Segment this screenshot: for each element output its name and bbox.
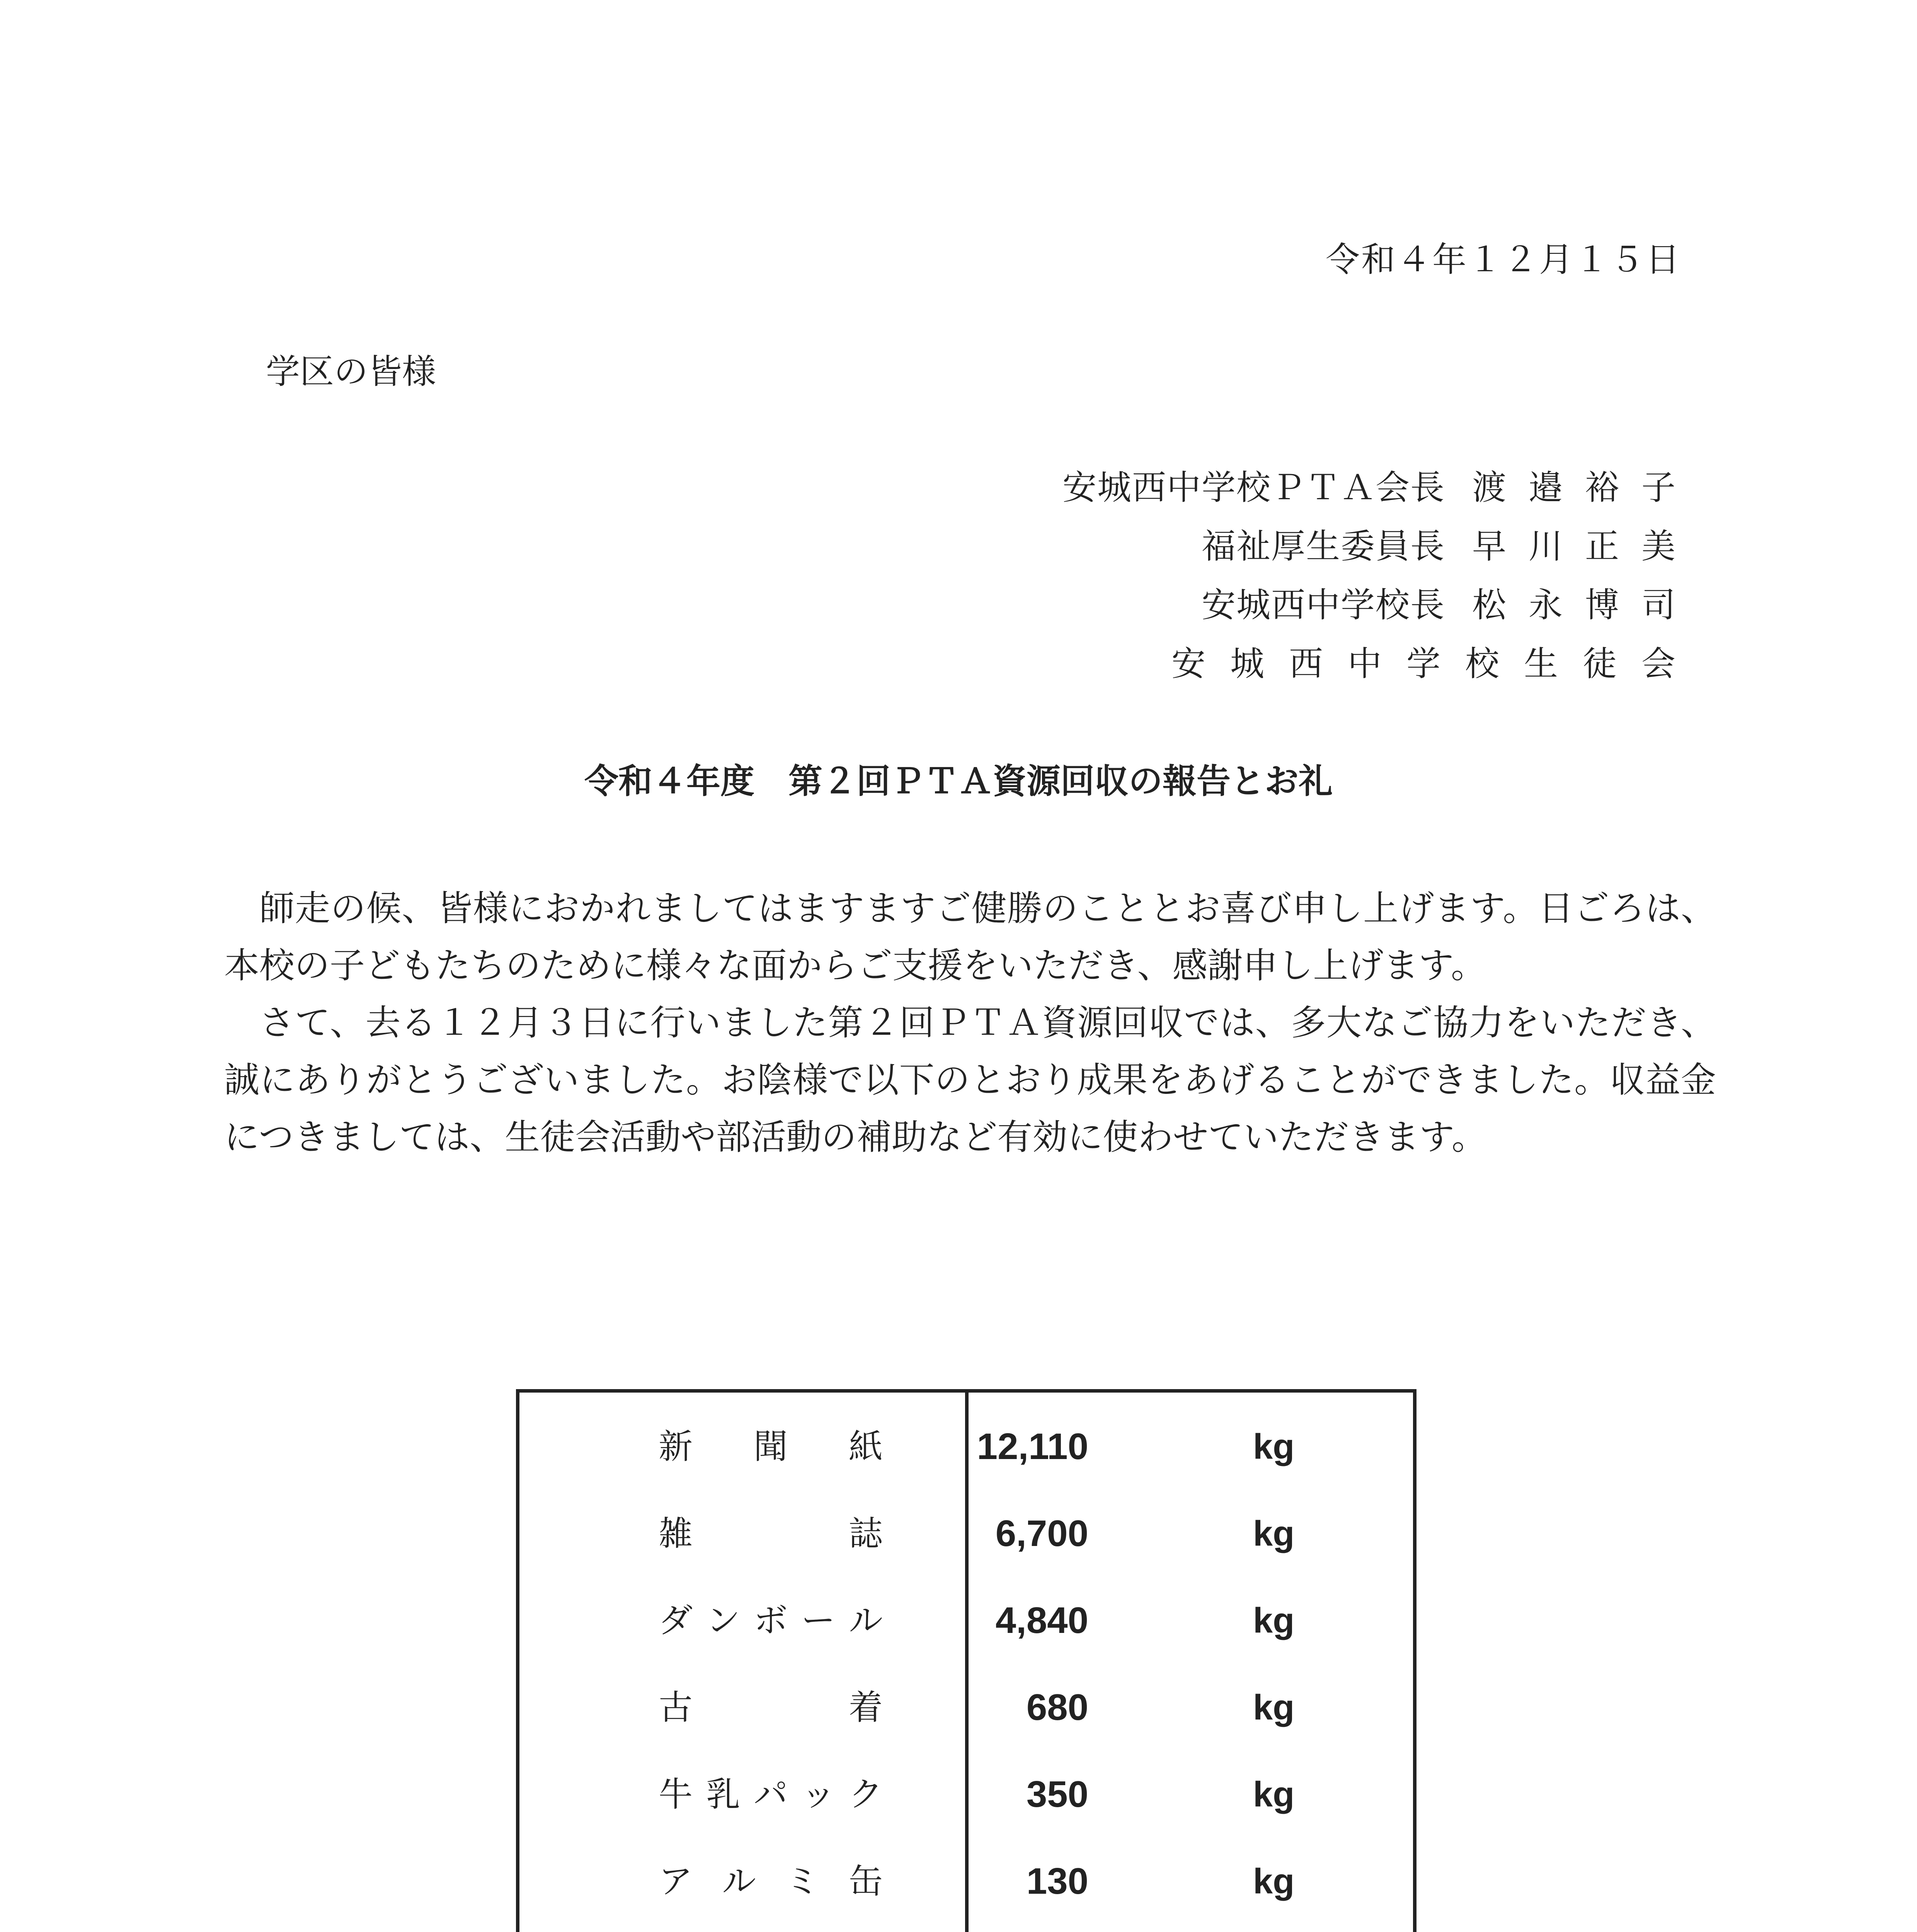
row-label: ダ ン ボ ー ル [659,1600,883,1640]
table-row [519,1856,1413,1906]
body-text [224,880,1716,1166]
sender-welfare-chair [1201,526,1698,566]
row-label: ア ル ミ 缶 [659,1861,883,1901]
sender-name: 松永博司 [1472,585,1698,625]
table-row [519,1769,1413,1820]
row-unit: kg [1253,1514,1295,1553]
paragraph-report: さて、去る１２月３日に行いました第２回ＰＴＡ資源回収では、多大なご協力をいただき、誠にありがとうございました。お陰様で以下のとおり成果をあげることができました。収益金につきましては、生徒会活動や部活動の補助など有効に使わせていただきます。 [224,1003,1716,1158]
row-value: 12,110 [977,1426,1088,1467]
row-unit: kg [1253,1601,1295,1640]
addressee: 学区の皆様 [266,352,436,391]
row-unit: kg [1253,1688,1295,1727]
sender-role: 安城西中学校長 [1201,585,1445,625]
table-row [519,1682,1413,1733]
sender-role: 福祉厚生委員長 [1201,526,1445,566]
row-label: 牛 乳 パ ッ ク [659,1774,883,1814]
table-row [519,1595,1413,1646]
sender-role: 安城西中学校ＰＴＡ会長 [1062,468,1445,507]
table-row [519,1422,1413,1472]
sender-pta-president [1062,468,1698,507]
sender-name: 渡邉裕子 [1472,468,1698,507]
row-unit: kg [1253,1775,1295,1814]
row-label: 新 聞 紙 [659,1427,883,1466]
results-table [516,1389,1416,1932]
row-label: 古 着 [659,1687,883,1727]
row-value: 6,700 [995,1513,1088,1554]
row-label: 雑 誌 [659,1514,883,1553]
paragraph-greeting: 師走の候、皆様におかれましてはますますご健勝のこととお喜び申し上げます。日ごろは、本校の子どもたちのために様々な面からご支援をいただき、感謝申し上げます。 [224,888,1716,986]
document-date: 令和４年１２月１５日 [1325,240,1681,279]
row-value: 130 [1026,1861,1088,1902]
sender-name: 安城西中学校生徒会 [1171,644,1700,684]
sender-principal [1201,585,1698,625]
row-value: 680 [1026,1687,1088,1728]
row-unit: kg [1253,1427,1295,1466]
row-unit: kg [1253,1862,1295,1901]
row-value: 4,840 [995,1600,1088,1641]
row-value: 350 [1026,1774,1088,1815]
table-column-divider [965,1393,969,1932]
document-title: 令和４年度 第２回ＰＴＡ資源回収の報告とお礼 [584,761,1333,801]
sender-student-council [1171,644,1700,684]
table-row [519,1509,1413,1559]
sender-name: 早川正美 [1472,526,1698,566]
